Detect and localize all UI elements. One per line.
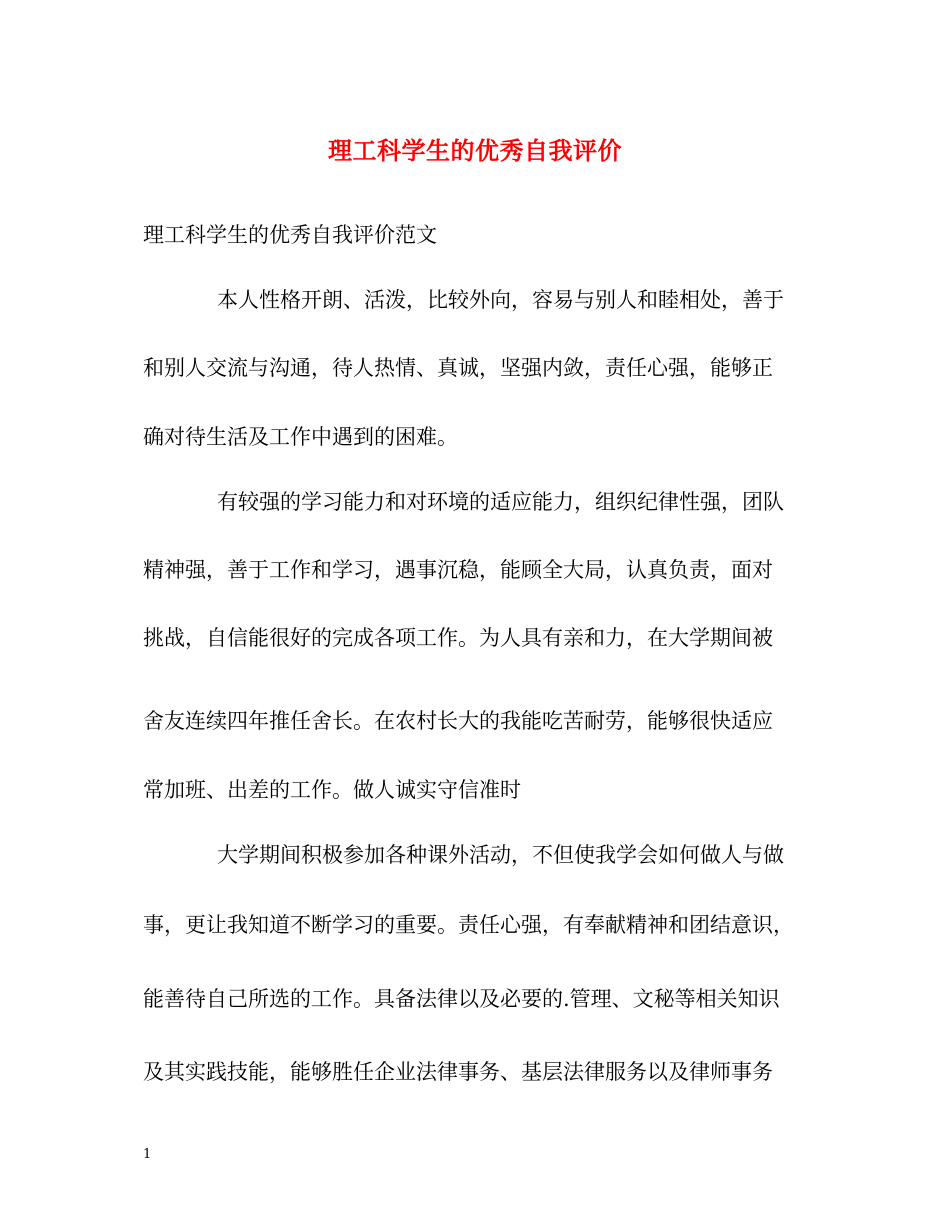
paragraph-2-line-3: 挑战，自信能很好的完成各项工作。为人具有亲和力，在大学期间被 bbox=[143, 626, 773, 650]
paragraph-3-line-4: 及其实践技能，能够胜任企业法律事务、基层法律服务以及律师事务 bbox=[143, 1060, 773, 1084]
paragraph-3-line-3: 能善待自己所选的工作。具备法律以及必要的.管理、文秘等相关知识 bbox=[143, 987, 780, 1011]
paragraph-2-line-1: 有较强的学习能力和对环境的适应能力，组织纪律性强，团队 bbox=[217, 490, 784, 514]
paragraph-1-line-3: 确对待生活及工作中遇到的困难。 bbox=[143, 425, 458, 449]
paragraph-1-line-1: 本人性格开朗、活泼，比较外向，容易与别人和睦相处，善于 bbox=[217, 288, 784, 312]
paragraph-3-line-1: 大学期间积极参加各种课外活动，不但使我学会如何做人与做 bbox=[217, 843, 784, 867]
document-subtitle: 理工科学生的优秀自我评价范文 bbox=[143, 223, 437, 247]
paragraph-1-line-2: 和别人交流与沟通，待人热情、真诚，坚强内敛，责任心强，能够正 bbox=[143, 356, 773, 380]
paragraph-2-line-4: 舍友连续四年推任舍长。在农村长大的我能吃苦耐劳，能够很快适应 bbox=[143, 709, 773, 733]
paragraph-3-line-2: 事，更让我知道不断学习的重要。责任心强，有奉献精神和团结意识， bbox=[143, 913, 794, 937]
paragraph-2-line-2: 精神强，善于工作和学习，遇事沉稳，能顾全大局，认真负责，面对 bbox=[143, 558, 773, 582]
page-number: 1 bbox=[143, 1147, 152, 1162]
document-title: 理工科学生的优秀自我评价 bbox=[328, 136, 622, 165]
paragraph-2-line-5: 常加班、出差的工作。做人诚实守信准时 bbox=[143, 778, 521, 802]
